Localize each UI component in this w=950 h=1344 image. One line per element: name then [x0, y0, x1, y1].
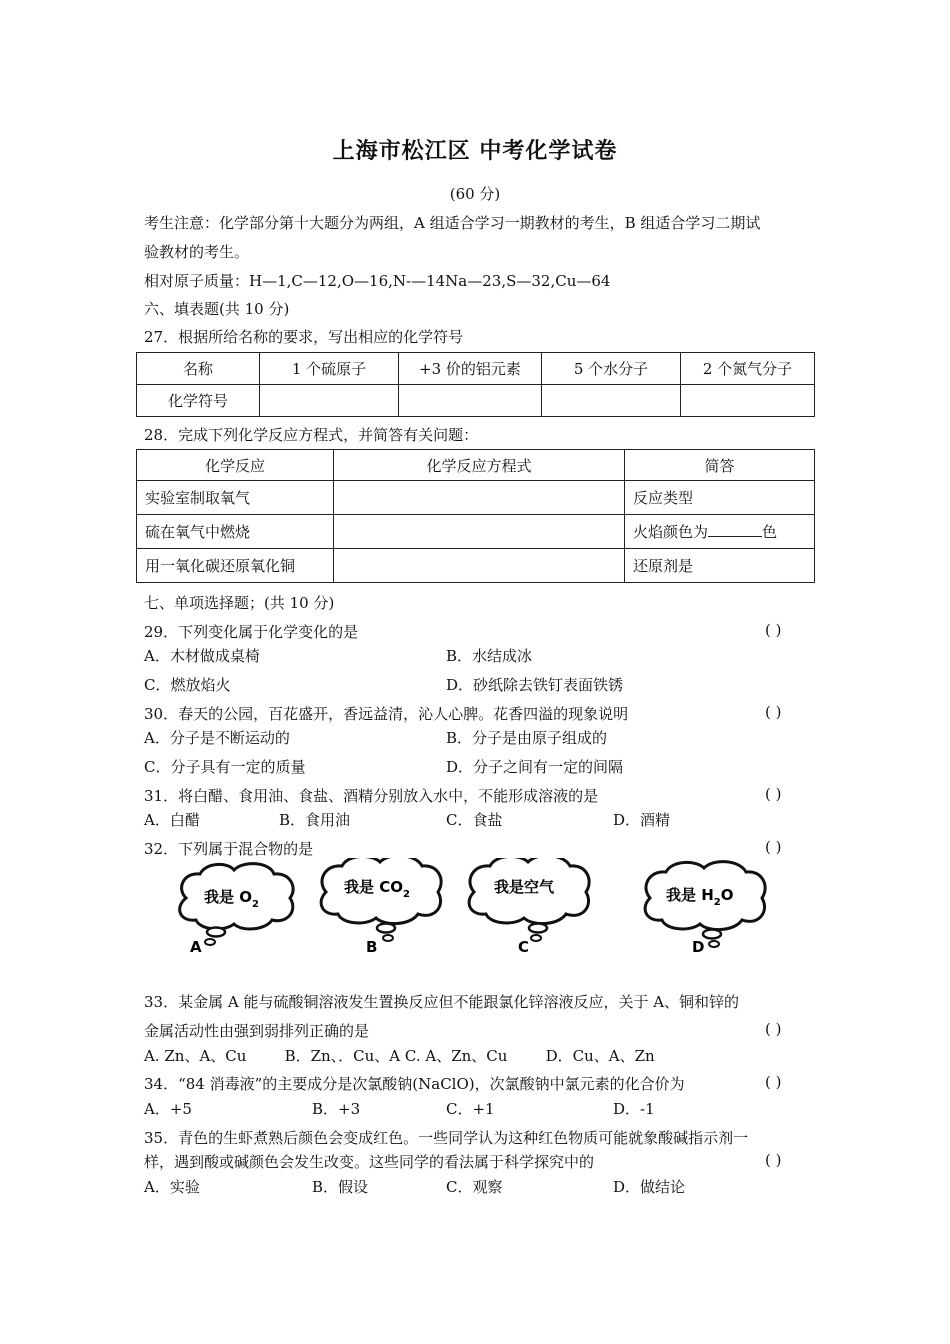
q30-option-a: A．分子是不断运动的 [144, 729, 290, 747]
answer-cell[interactable] [681, 385, 815, 417]
q30-stem: 30．春天的公园，百花盛开，香远益清，沁人心脾。花香四溢的现象说明 [144, 705, 629, 723]
q35-option-b: B．假设 [312, 1178, 369, 1196]
answer-cell[interactable] [334, 481, 625, 515]
cloud-d-sub: 2 [713, 897, 721, 908]
q29-option-a: A．木材做成桌椅 [144, 647, 260, 665]
q31-option-b: B．食用油 [279, 811, 351, 829]
cloud-b-sub: 2 [402, 889, 410, 900]
q30-option-c: C．分子具有一定的质量 [144, 758, 306, 776]
q30-option-b: B．分子是由原子组成的 [446, 729, 608, 747]
q28-answer [625, 515, 815, 549]
answer-paren[interactable]: ( ) [765, 703, 782, 721]
section-six-heading: 六、填表题(共 10 分) [144, 300, 290, 318]
answer-paren[interactable]: ( ) [765, 1020, 782, 1038]
q27-header-water: 5 个水分子 [542, 353, 681, 385]
q28-answer-prefix: 火焰颜色为 [633, 523, 709, 541]
q34-option-d: D．-1 [613, 1100, 655, 1118]
answer-paren[interactable]: ( ) [765, 785, 782, 803]
q27-row-label: 化学符号 [137, 385, 260, 417]
q35-stem-1: 35．青色的生虾煮熟后颜色会变成红色。一些同学认为这种红色物质可能就象酸碱指示剂一 [144, 1129, 749, 1147]
q28-answer: 还原剂是 [625, 549, 815, 583]
q34-stem: 34．“84 消毒液”的主要成分是次氯酸钠(NaClO)，次氯酸钠中氯元素的化合价为 [144, 1075, 685, 1093]
q31-stem: 31．将白醋、食用油、食盐、酒精分别放入水中，不能形成溶液的是 [144, 787, 599, 805]
q35-option-a: A．实验 [144, 1178, 200, 1196]
q28-reaction: 用一氧化碳还原氧化铜 [137, 549, 334, 583]
q34-option-c: C．+1 [446, 1100, 495, 1118]
section-seven-heading: 七、单项选择题；(共 10 分) [144, 594, 335, 612]
q28-answer: 反应类型 [625, 481, 815, 515]
answer-paren[interactable]: ( ) [765, 621, 782, 639]
answer-cell[interactable] [334, 515, 625, 549]
q33-options: A. Zn、A、Cu B．Zn、．Cu、A C. A、Zn、Cu D．Cu、A、Zn [144, 1047, 655, 1065]
q31-option-c: C．食盐 [446, 811, 503, 829]
q29-option-c: C．燃放焰火 [144, 676, 231, 694]
q27-stem: 27．根据所给名称的要求，写出相应的化学符号 [144, 328, 464, 346]
q27-header-sulfur: 1 个硫原子 [260, 353, 399, 385]
cloud-d-tail: O [720, 886, 734, 904]
table-row [137, 515, 815, 549]
q34-option-a: A．+5 [144, 1100, 192, 1118]
q29-option-d: D．砂纸除去铁钉表面铁锈 [446, 676, 624, 694]
answer-cell[interactable] [399, 385, 542, 417]
cloud-c-letter: C [518, 938, 530, 956]
cloud-b-letter: B [366, 938, 378, 956]
notice-line-1: 考生注意：化学部分第十大题分为两组，A 组适合学习一期教材的考生，B 组适合学习二期试 [144, 214, 761, 232]
q28-header-reaction: 化学反应 [137, 450, 334, 481]
answer-paren[interactable]: ( ) [765, 1151, 782, 1169]
page-title: 上海市松江区 中考化学试卷 [332, 139, 618, 164]
table-row [137, 450, 815, 481]
q28-stem: 28．完成下列化学反应方程式，并简答有关问题： [144, 426, 479, 444]
cloud-a-letter: A [190, 938, 202, 956]
cloud-option-c[interactable] [469, 858, 589, 956]
q35-option-c: C．观察 [446, 1178, 503, 1196]
table-row [137, 549, 815, 583]
table-row [137, 385, 815, 417]
answer-cell[interactable] [542, 385, 681, 417]
q33-stem-2: 金属活动性由强到弱排列正确的是 [144, 1022, 370, 1040]
atomic-mass: 相对原子质量：H—1,C—12,O—16,N-—14Na—23,S—32,Cu—64 [144, 272, 611, 290]
q31-option-d: D．酒精 [613, 811, 671, 829]
answer-cell[interactable] [260, 385, 399, 417]
answer-cell[interactable] [334, 549, 625, 583]
answer-paren[interactable]: ( ) [765, 838, 782, 856]
q28-table [136, 449, 815, 583]
answer-paren[interactable]: ( ) [765, 1073, 782, 1091]
cloud-c-text: 我是空气 [494, 878, 555, 896]
cloud-a-sub: 2 [251, 899, 259, 910]
q35-option-d: D．做结论 [613, 1178, 686, 1196]
q29-stem: 29．下列变化属于化学变化的是 [144, 623, 359, 641]
cloud-option-b[interactable] [321, 858, 441, 956]
table-row [137, 353, 815, 385]
q28-answer-suffix: 色 [762, 523, 778, 541]
q28-header-answer: 简答 [625, 450, 815, 481]
q35-stem-2: 样，遇到酸或碱颜色会发生改变。这些同学的看法属于科学探究中的 [144, 1153, 595, 1171]
fill-blank[interactable] [708, 522, 762, 537]
q27-header-aluminum: +3 价的铝元素 [399, 353, 542, 385]
total-score: (60 分) [449, 185, 501, 203]
q28-reaction: 硫在氧气中燃烧 [137, 515, 334, 549]
cloud-option-d[interactable] [645, 862, 765, 956]
cloud-d-text: 我是 H [666, 886, 714, 904]
q27-header-nitrogen: 2 个氮气分子 [681, 353, 815, 385]
cloud-option-a[interactable] [180, 864, 293, 956]
q27-table [136, 352, 815, 417]
q32-stem: 32．下列属于混合物的是 [144, 840, 314, 858]
q34-option-b: B．+3 [312, 1100, 361, 1118]
q29-option-b: B．水结成冰 [446, 647, 533, 665]
q33-stem-1: 33．某金属 A 能与硫酸铜溶液发生置换反应但不能跟氯化锌溶液反应，关于 A、铜和锌的 [144, 993, 740, 1011]
q32-cloud-figure [170, 858, 780, 962]
cloud-a-text: 我是 O [204, 888, 252, 906]
q30-option-d: D．分子之间有一定的间隔 [446, 758, 624, 776]
cloud-d-letter: D [692, 938, 705, 956]
q31-option-a: A．白醋 [144, 811, 200, 829]
q28-header-equation: 化学反应方程式 [334, 450, 625, 481]
cloud-b-text: 我是 CO [344, 878, 403, 896]
notice-line-2: 验教材的考生。 [144, 243, 250, 261]
q27-header-name: 名称 [137, 353, 260, 385]
q28-reaction: 实验室制取氧气 [137, 481, 334, 515]
table-row [137, 481, 815, 515]
